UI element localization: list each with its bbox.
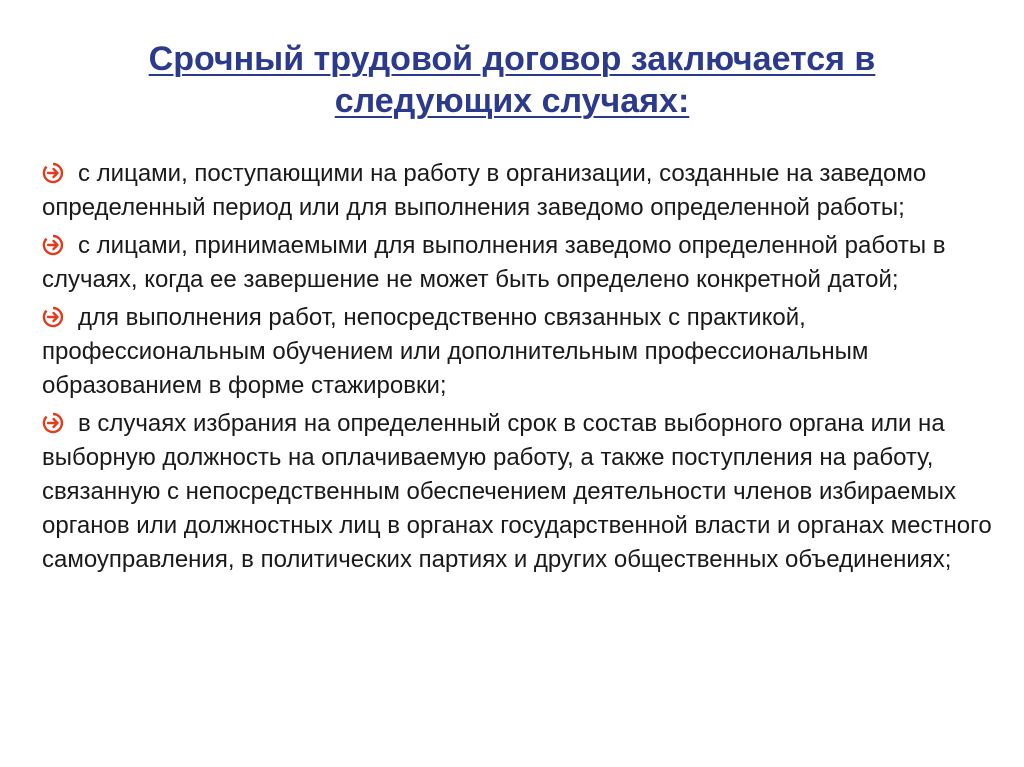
bullet-list <box>42 157 1002 581</box>
list-item <box>42 407 1002 577</box>
list-item-text: с лицами, поступающими на работу в организации, созданные на заведомо определенный период или для выполнения заведомо определенной работы; <box>42 160 927 221</box>
list-item <box>42 301 1002 403</box>
list-item-text: для выполнения работ, непосредственно связанных с практикой, профессиональным обучением или дополнительным профессиональным образованием в форме стажировки; <box>42 304 869 399</box>
circled-arrow-right-icon <box>42 407 78 441</box>
slide-title-line-1: Срочный трудовой договор заключается в <box>148 40 876 78</box>
list-item-text: в случаях избрания на определенный срок в состав выборного органа или на выборную должность на оплачиваемую работу, а также поступления на работу, связанную с непосредственным обеспечением деятельности членов избираемых органов или должностных лиц в органах государственной власти и органах местного самоуправления, в политических партиях и других общественных объединениях; <box>42 410 992 573</box>
slide-title <box>40 38 984 122</box>
list-item <box>42 229 1002 297</box>
circled-arrow-right-icon <box>42 157 78 191</box>
list-item-text: с лицами, принимаемыми для выполнения заведомо определенной работы в случаях, когда ее завершение не может быть определено конкретной датой; <box>42 232 946 293</box>
circled-arrow-right-icon <box>42 301 78 335</box>
slide-title-line-2: следующих случаях: <box>334 82 690 120</box>
circled-arrow-right-icon <box>42 229 78 263</box>
list-item <box>42 157 1002 225</box>
